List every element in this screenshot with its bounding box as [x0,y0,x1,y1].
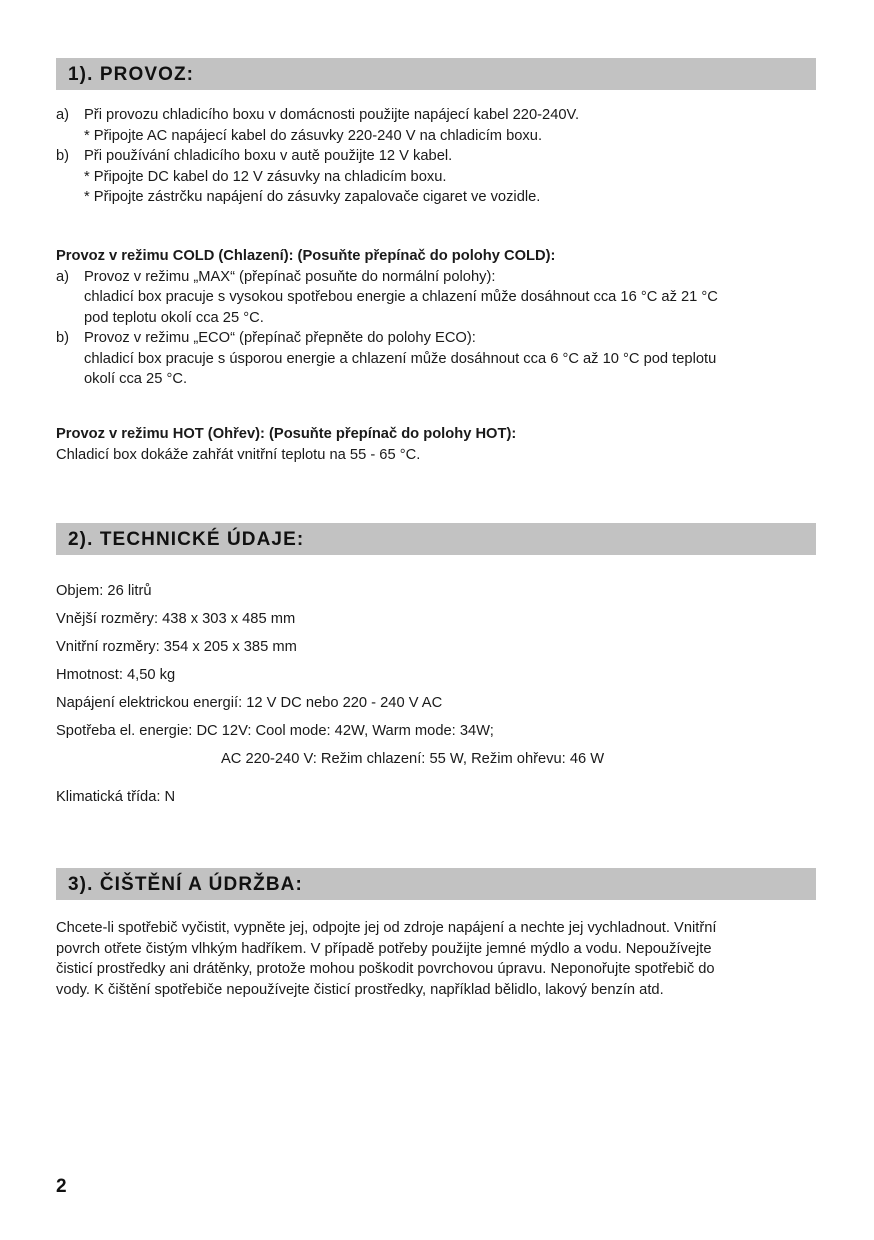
spec-row-objem: Objem: 26 litrů [56,583,152,599]
cleaning-paragraph [56,918,816,1000]
hot-mode-text: Chladicí box dokáže zahřát vnitřní teplotu na 55 - 65 °C. [56,446,421,463]
section-provoz [56,58,816,90]
page-number: 2 [56,1176,67,1197]
spec-row-vnitrni-rozmery: Vnitřní rozměry: 354 x 205 x 385 mm [56,639,297,655]
cleaning-line-1: Chcete-li spotřebič vyčistit, vypněte jej, odpojte jej od zdroje napájení a nechte jej vychladnout. Vnitřní [56,920,717,936]
list-item-text: Při používání chladicího boxu v autě použijte 12 V kabel. [84,148,453,164]
hot-mode-title: Provoz v režimu HOT (Ohřev): (Posuňte přepínač do polohy HOT): [56,426,517,442]
spec-row-klimaticka-trida: Klimatická třída: N [56,788,176,805]
list-marker: a) [56,268,70,285]
spec-row-spotreba-ac: AC 220-240 V: Režim chlazení: 55 W, Režim ohřevu: 46 W [221,751,605,767]
spec-row-vnejsi-rozmery: Vnější rozměry: 438 x 303 x 485 mm [56,611,296,627]
cold-mode-block [56,246,816,390]
section-heading-text-provoz: 1). PROVOZ: [68,63,195,85]
list-marker: b) [56,148,70,164]
cold-item-a [56,267,816,288]
list-subline: * Připojte DC kabel do 12 V zásuvky na chladicím boxu. [84,168,447,185]
section-technicke-udaje [56,523,816,555]
list-item-text: Při provozu chladicího boxu v domácnosti použijte napájecí kabel 220-240V. [84,107,580,123]
provoz-list [56,105,816,208]
spec-row-spotreba: Spotřeba el. energie: DC 12V: Cool mode: 42W, Warm mode: 34W; [56,723,494,739]
section-heading-text-technicke-udaje: 2). TECHNICKÉ ÚDAJE: [68,528,305,550]
section-heading-text-cisteni-udrzba: 3). ČIŠTĚNÍ A ÚDRŽBA: [68,873,303,895]
list-item [56,105,816,126]
cold-item-b [56,328,816,349]
section-cisteni-udrzba [56,868,816,900]
section-heading-bar-technicke-udaje [56,523,816,555]
spec-list [56,581,816,815]
cold-mode-title: Provoz v režimu COLD (Chlazení): (Posuňte přepínač do polohy COLD): [56,248,556,264]
cleaning-line-4: vody. K čištění spotřebiče nepoužívejte čisticí prostředky, například bělidlo, lakový benzín atd. [56,981,664,998]
list-item [56,146,816,167]
list-item-a-group [56,105,816,146]
spec-row-napajeni: Napájení elektrickou energií: 12 V DC nebo 220 - 240 V AC [56,695,443,711]
section-heading-bar-cisteni-udrzba [56,868,816,900]
cold-item-a-line2: chladicí box pracuje s vysokou spotřebou energie a chlazení může dosáhnout cca 16 °C až 21 °C [84,289,718,305]
cold-item-a-line3: pod teplotu okolí cca 25 °C. [84,309,264,326]
cold-item-b-line1: Provoz v režimu „ECO“ (přepínač přepněte do polohy ECO): [84,330,476,346]
cleaning-line-3: čisticí prostředky ani drátěnky, protože mohou poškodit povrchovou úpravu. Neponořujte spotřebič do [56,961,715,977]
spec-row-hmotnost: Hmotnost: 4,50 kg [56,667,176,683]
cold-item-b-line3: okolí cca 25 °C. [84,371,188,387]
cold-item-b-line2: chladicí box pracuje s úsporou energie a chlazení může dosáhnout cca 6 °C až 10 °C pod teplotu [84,350,717,367]
list-subline: * Připojte AC napájecí kabel do zásuvky 220-240 V na chladicím boxu. [84,127,543,144]
list-marker: a) [56,107,70,123]
section-heading-bar-provoz [56,58,816,90]
list-item-b-group [56,146,816,208]
cold-item-a-line1: Provoz v režimu „MAX“ (přepínač posuňte do normální polohy): [84,268,496,285]
list-marker: b) [56,330,70,346]
list-subline: * Připojte zástrčku napájení do zásuvky zapalovače cigaret ve vozidle. [84,189,541,205]
hot-mode-block [56,424,816,465]
cleaning-line-2: povrch otřete čistým vlhkým hadříkem. V případě potřeby použijte jemné mýdlo a vodu. Nepoužívejte [56,940,712,957]
